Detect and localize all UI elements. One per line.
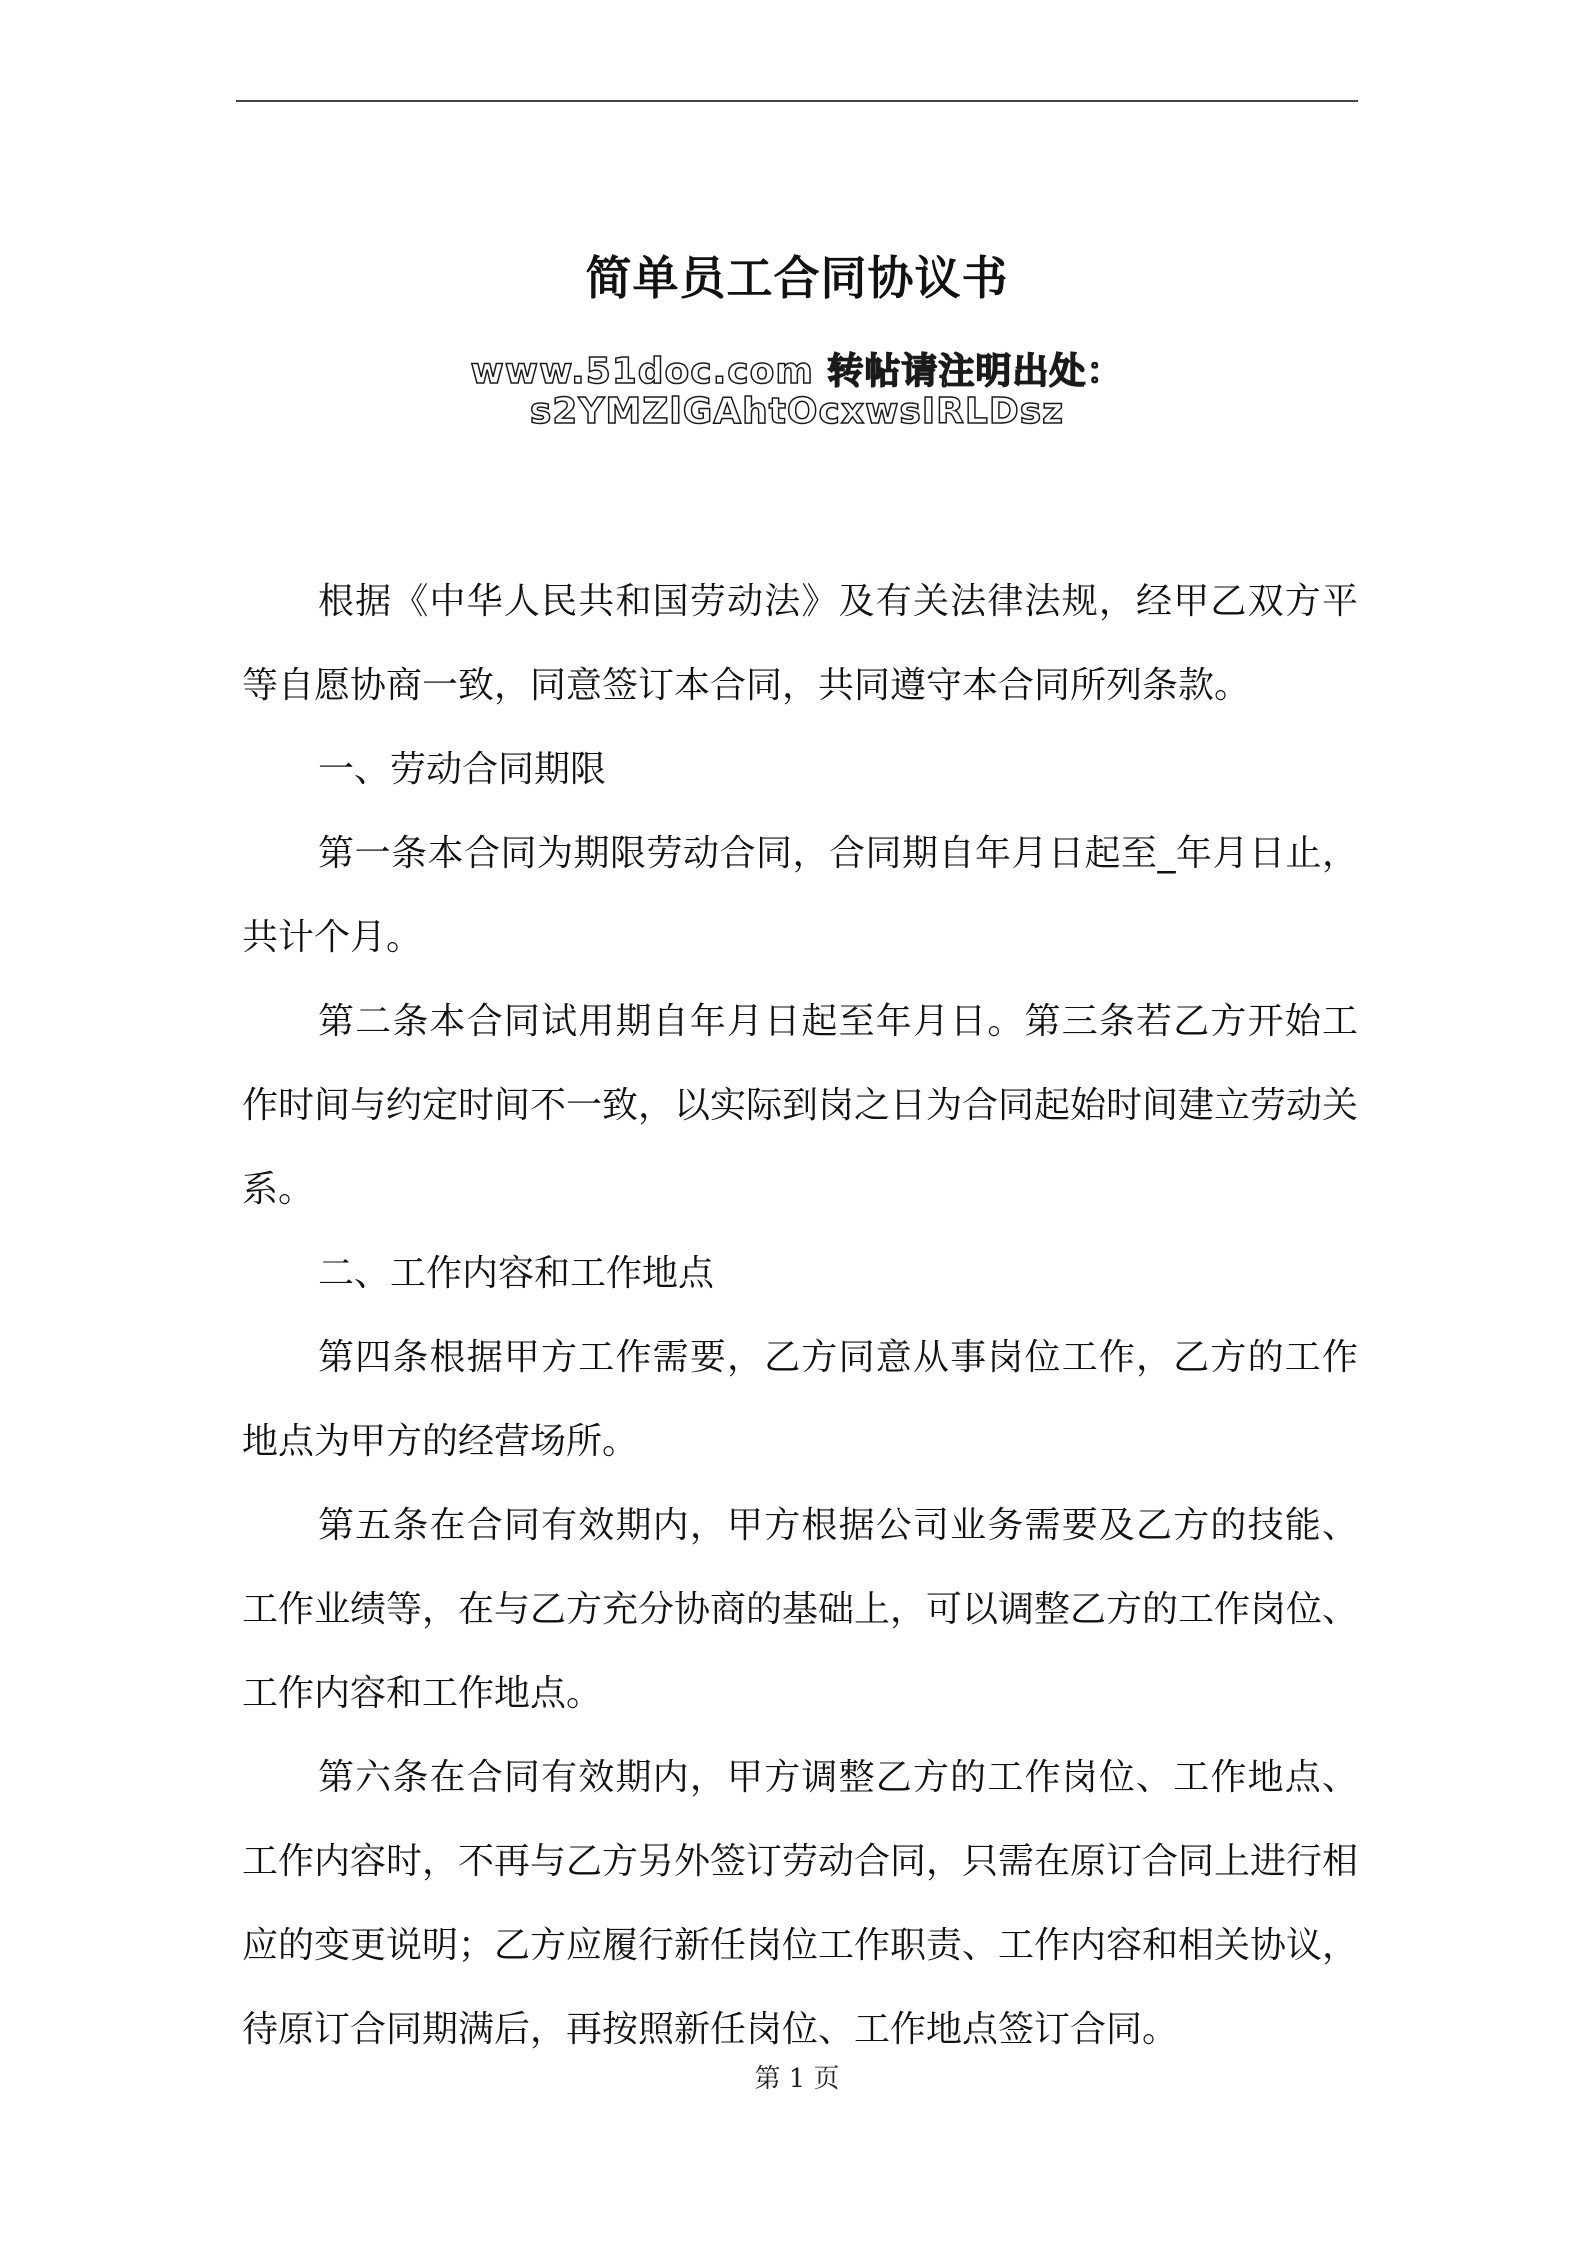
article-4-paragraph: 第四条根据甲方工作需要，乙方同意从事岗位工作，乙方的工作地点为甲方的经营场所。 — [242, 1337, 1358, 1462]
section-heading-work: 二、工作内容和工作地点 — [318, 1253, 715, 1294]
article-5-paragraph: 第五条在合同有效期内，甲方根据公司业务需要及乙方的技能、工作业绩等，在与乙方充分协商的基础上，可以调整乙方的工作岗位、工作内容和工作地点。 — [242, 1505, 1359, 1714]
intro-paragraph: 根据《中华人民共和国劳动法》及有关法律法规，经甲乙双方平等自愿协商一致，同意签订本合同，共同遵守本合同所列条款。 — [242, 581, 1358, 706]
watermark-text: www.51doc.com 转帖请注明出处：s2YMZlGAhtOcxwsIRLDsz — [470, 351, 1124, 432]
watermark-strip — [236, 351, 1358, 432]
document-body — [242, 560, 1358, 2072]
header-rule — [236, 100, 1358, 102]
article-2-3-paragraph: 第二条本合同试用期自年月日起至年月日。第三条若乙方开始工作时间与约定时间不一致，以实际到岗之日为合同起始时间建立劳动关系。 — [242, 1001, 1359, 1210]
section-heading-term: 一、劳动合同期限 — [318, 749, 607, 790]
document-title: 简单员工合同协议书 — [585, 251, 1009, 305]
article-6-paragraph: 第六条在合同有效期内，甲方调整乙方的工作岗位、工作地点、工作内容时，不再与乙方另外签订劳动合同，只需在原订合同上进行相应的变更说明；乙方应履行新任岗位工作职责、工作内容和相关协议，待原订合同期满后，再按照新任岗位、工作地点签订合同。 — [242, 1757, 1359, 2050]
article-1-paragraph: 第一条本合同为期限劳动合同，合同期自年月日起至_年月日止，共计个月。 — [242, 833, 1358, 958]
page-number: 第 1 页 — [754, 2064, 840, 2094]
